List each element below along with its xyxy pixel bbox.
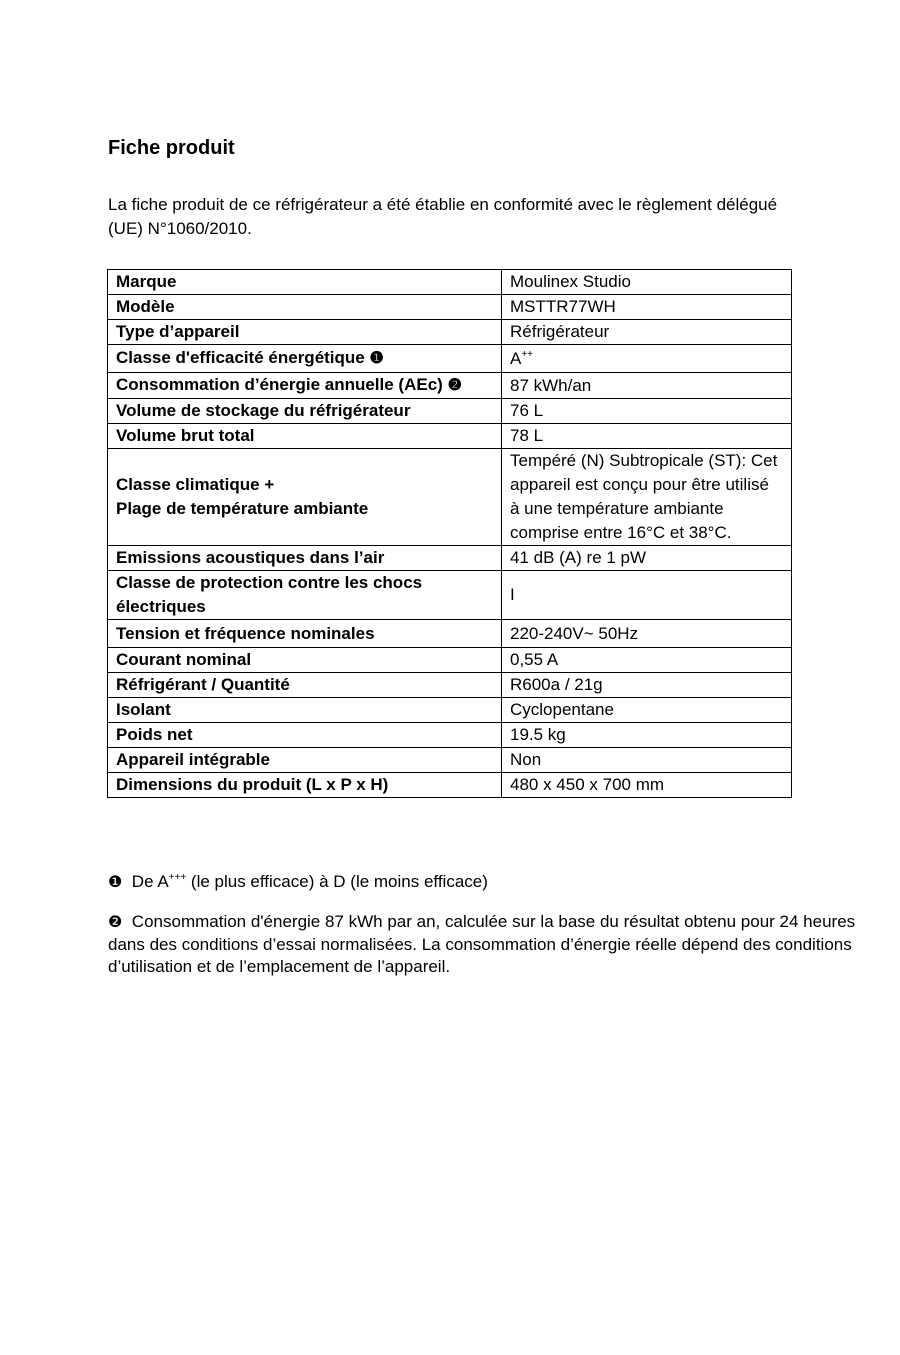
row-label: Type d’appareil bbox=[108, 320, 502, 345]
row-label-text: Consommation d’énergie annuelle (AEc) bbox=[116, 375, 443, 394]
row-label: Emissions acoustiques dans l’air bbox=[108, 546, 502, 571]
row-value: 76 L bbox=[502, 399, 792, 424]
row-label: Courant nominal bbox=[108, 648, 502, 673]
row-value: 220-240V~ 50Hz bbox=[502, 620, 792, 648]
table-row bbox=[108, 748, 792, 773]
table-row bbox=[108, 571, 792, 620]
row-value: MSTTR77WH bbox=[502, 295, 792, 320]
row-label: Isolant bbox=[108, 698, 502, 723]
row-value: 41 dB (A) re 1 pW bbox=[502, 546, 792, 571]
table-row bbox=[108, 723, 792, 748]
row-value: 19.5 kg bbox=[502, 723, 792, 748]
page-title: Fiche produit bbox=[108, 137, 235, 159]
row-value: 480 x 450 x 700 mm bbox=[502, 773, 792, 798]
row-label bbox=[108, 449, 502, 546]
table-row bbox=[108, 449, 792, 546]
footnote-1 bbox=[108, 870, 488, 895]
table-row bbox=[108, 773, 792, 798]
table-row bbox=[108, 673, 792, 698]
row-label: Dimensions du produit (L x P x H) bbox=[108, 773, 502, 798]
table-row bbox=[108, 399, 792, 424]
footnote-1-post: (le plus efficace) à D (le moins efficace) bbox=[186, 872, 488, 891]
row-value: I bbox=[502, 571, 792, 620]
table-row bbox=[108, 648, 792, 673]
footnote-2 bbox=[108, 911, 858, 978]
table-row bbox=[108, 270, 792, 295]
row-label-text: Classe d'efficacité énergétique bbox=[116, 348, 365, 367]
footnote-2-icon: ❷ bbox=[108, 914, 123, 931]
row-label bbox=[108, 345, 502, 373]
row-label-line-1: Classe climatique + bbox=[116, 475, 275, 494]
footnote-1-sup: +++ bbox=[168, 872, 187, 883]
footnote-2-text: Consommation d'énergie 87 kWh par an, calculée sur la base du résultat obtenu pour 24 heures dans des conditions d’essai normalisées. La consommation d’énergie réelle dépend des conditions d’utilisation et de l’emplacement de l’appareil. bbox=[108, 912, 856, 976]
footnote-1-marker-icon: ❶ bbox=[369, 350, 384, 367]
footnote-2-marker-icon: ❷ bbox=[447, 377, 462, 394]
row-label bbox=[108, 373, 502, 399]
row-label: Poids net bbox=[108, 723, 502, 748]
row-value: 0,55 A bbox=[502, 648, 792, 673]
row-label: Volume brut total bbox=[108, 424, 502, 449]
energy-class-sup: ++ bbox=[521, 348, 534, 360]
row-value: 78 L bbox=[502, 424, 792, 449]
row-label: Volume de stockage du réfrigérateur bbox=[108, 399, 502, 424]
table-row bbox=[108, 424, 792, 449]
row-label: Modèle bbox=[108, 295, 502, 320]
row-value: R600a / 21g bbox=[502, 673, 792, 698]
row-label: Appareil intégrable bbox=[108, 748, 502, 773]
table-row bbox=[108, 620, 792, 648]
row-value: Réfrigérateur bbox=[502, 320, 792, 345]
footnote-1-pre: De A bbox=[131, 872, 169, 891]
table-row bbox=[108, 345, 792, 373]
row-label: Réfrigérant / Quantité bbox=[108, 673, 502, 698]
row-label-line-2: Plage de température ambiante bbox=[116, 499, 369, 518]
energy-class-value: A bbox=[510, 348, 522, 368]
intro-paragraph: La fiche produit de ce réfrigérateur a été établie en conformité avec le règlement délégué (UE) N°1060/2010. bbox=[108, 195, 778, 238]
row-label: Tension et fréquence nominales bbox=[108, 620, 502, 648]
row-label: Marque bbox=[108, 270, 502, 295]
row-value: 87 kWh/an bbox=[502, 373, 792, 399]
row-value: Tempéré (N) Subtropicale (ST): Cet appareil est conçu pour être utilisé à une température ambiante comprise entre 16°C et 38°C. bbox=[502, 449, 792, 546]
row-label: Classe de protection contre les chocs électriques bbox=[108, 571, 502, 620]
product-spec-table bbox=[107, 269, 792, 798]
table-row bbox=[108, 373, 792, 399]
table-row bbox=[108, 320, 792, 345]
row-value: Cyclopentane bbox=[502, 698, 792, 723]
table-row bbox=[108, 295, 792, 320]
row-value: Non bbox=[502, 748, 792, 773]
row-value: Moulinex Studio bbox=[502, 270, 792, 295]
table-row bbox=[108, 546, 792, 571]
row-value bbox=[502, 345, 792, 373]
table-row bbox=[108, 698, 792, 723]
footnote-1-icon: ❶ bbox=[108, 874, 123, 891]
